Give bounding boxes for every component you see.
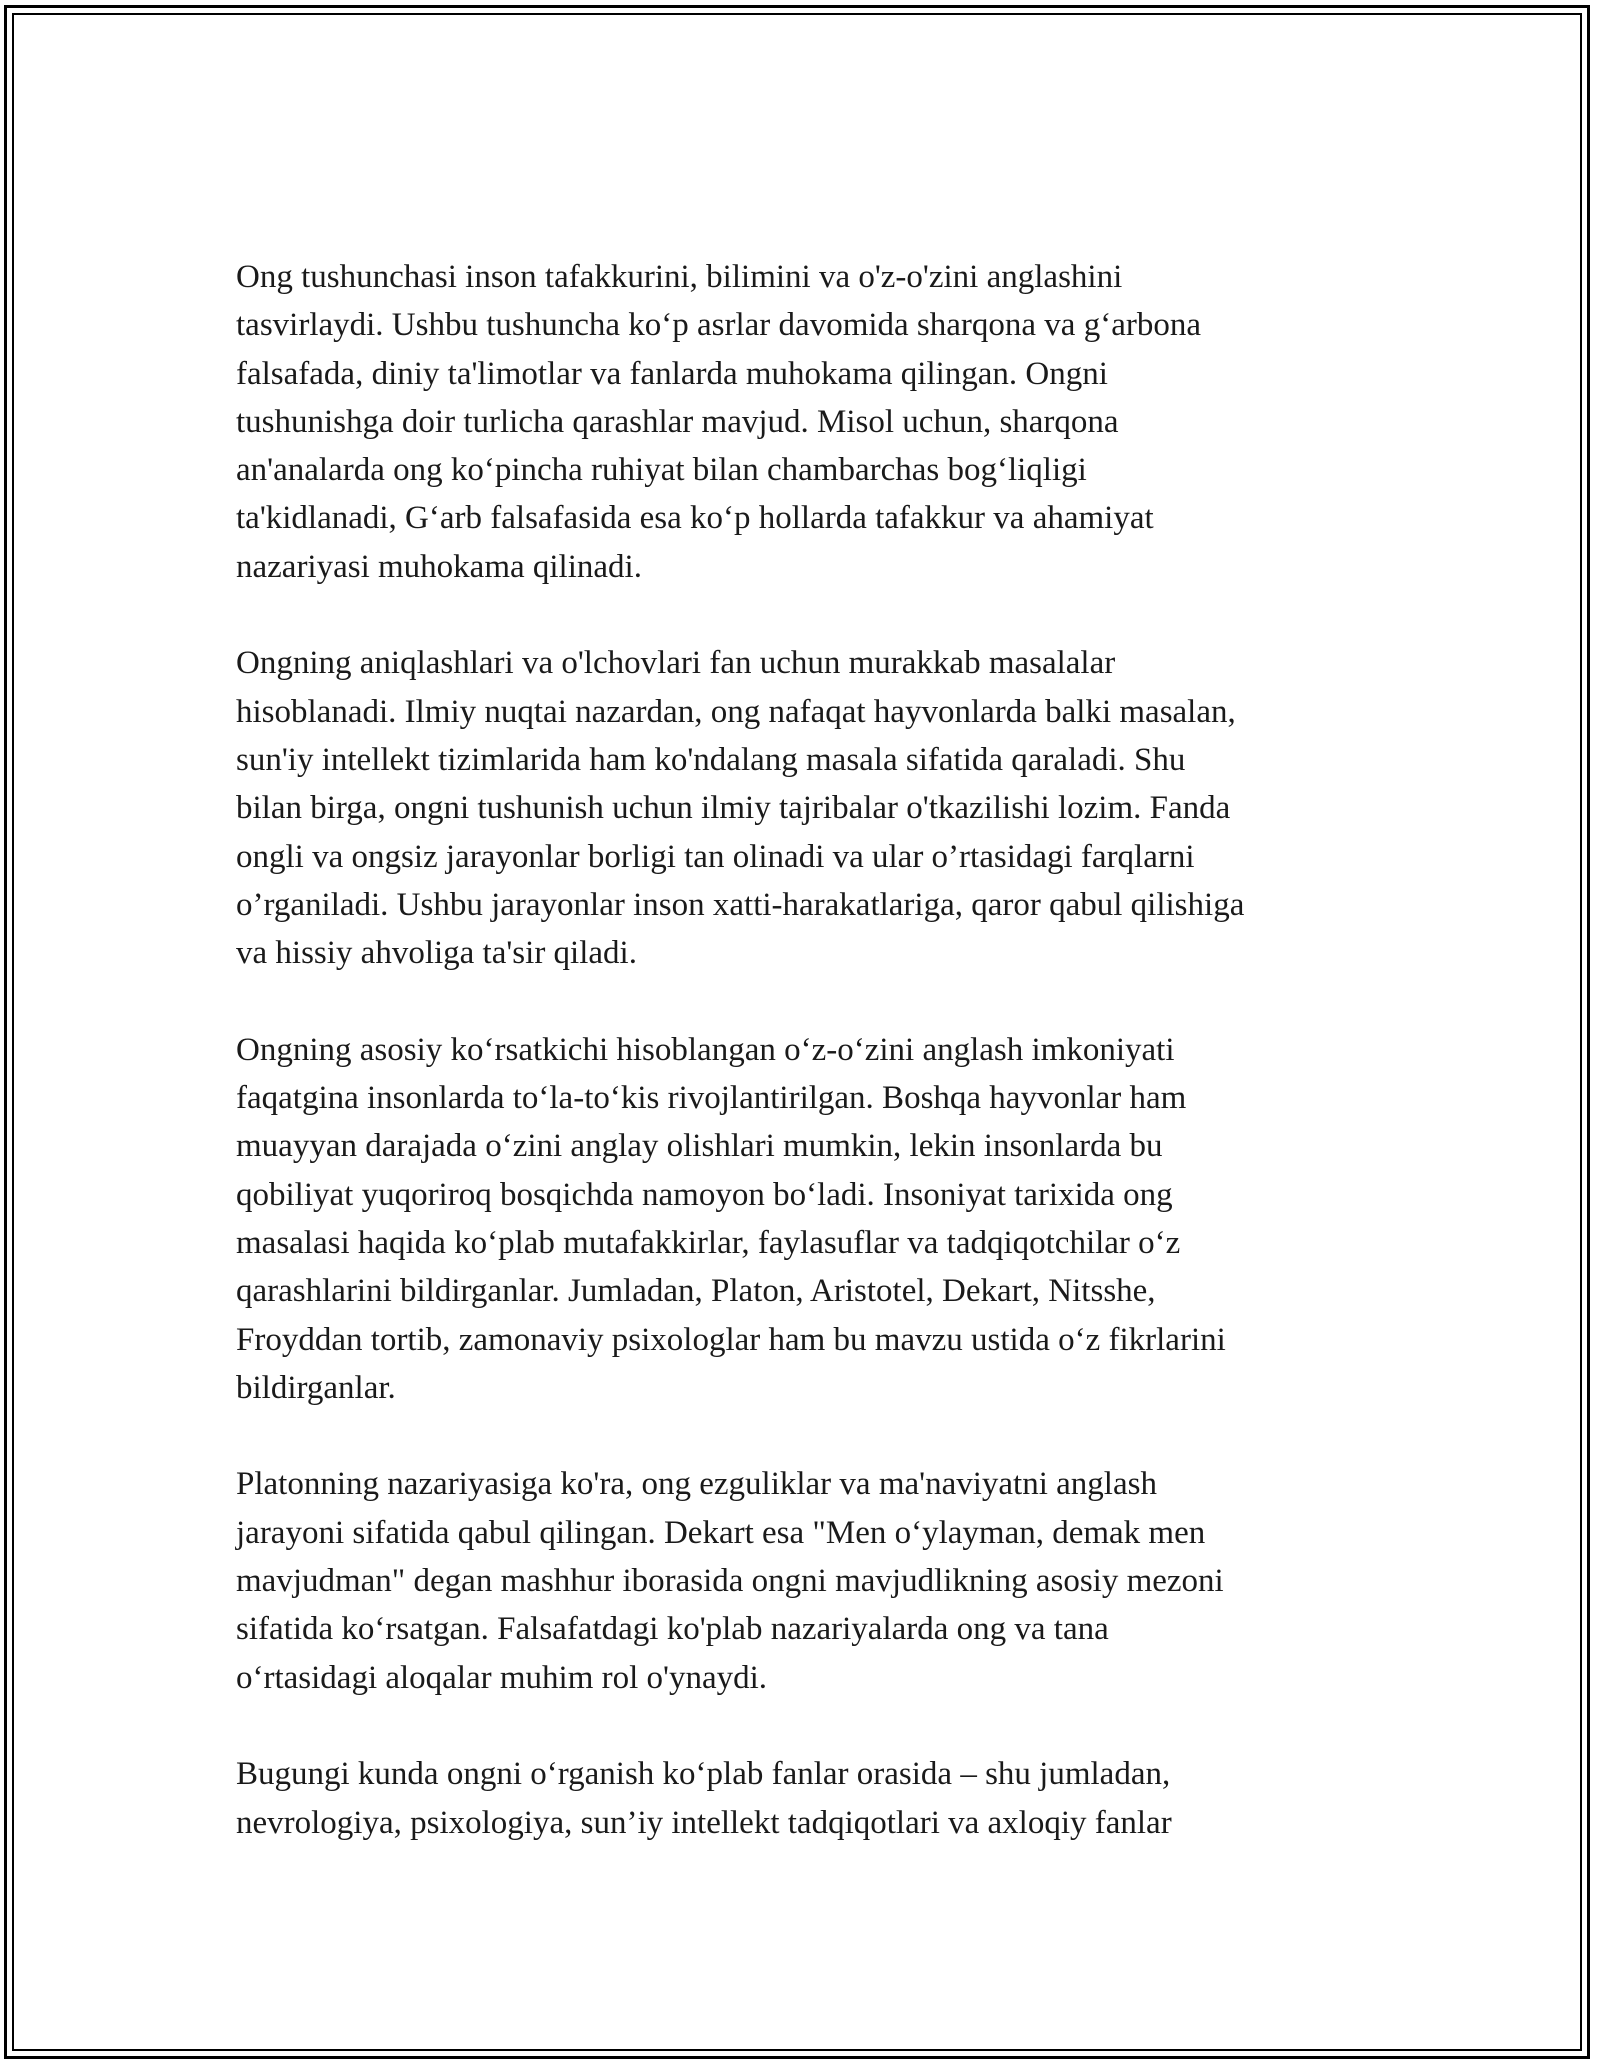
text-line: sun'iy intellekt tizimlarida ham ko'ndalang masala sifatida qaraladi. Shu bbox=[236, 741, 1186, 778]
text-line: ongli va ongsiz jarayonlar borligi tan olinadi va ular o’rtasidagi farqlarni bbox=[236, 838, 1195, 875]
paragraph bbox=[236, 1460, 1376, 1701]
text-line: tushunishga doir turlicha qarashlar mavjud. Misol uchun, sharqona bbox=[236, 403, 1119, 440]
text-line: faqatgina insonlarda to‘la-to‘kis rivojlantirilgan. Boshqa hayvonlar ham bbox=[236, 1080, 1187, 1117]
paragraph bbox=[236, 1750, 1376, 1847]
text-line: muayyan darajada o‘zini anglay olishlari mumkin, lekin insonlarda bu bbox=[236, 1128, 1163, 1165]
text-line: nevrologiya, psixologiya, sun’iy intellekt tadqiqotlari va axloqiy fanlar bbox=[236, 1804, 1172, 1841]
text-line: va hissiy ahvoliga ta'sir qiladi. bbox=[236, 935, 637, 972]
text-line: Ongning aniqlashlari va o'lchovlari fan uchun murakkab masalalar bbox=[236, 645, 1116, 682]
paragraph bbox=[236, 1026, 1376, 1412]
text-line: Bugungi kunda ongni o‘rganish ko‘plab fanlar orasida – shu jumladan, bbox=[236, 1756, 1171, 1793]
text-line: tasvirlaydi. Ushbu tushuncha ko‘p asrlar davomida sharqona va g‘arbona bbox=[236, 307, 1201, 344]
text-line: an'analarda ong ko‘pincha ruhiyat bilan chambarchas bog‘liqligi bbox=[236, 452, 1087, 489]
text-line: ta'kidlanadi, G‘arb falsafasida esa ko‘p hollarda tafakkur va ahamiyat bbox=[236, 500, 1154, 537]
document-body bbox=[236, 253, 1376, 1847]
text-line: o’rganiladi. Ushbu jarayonlar inson xatti-harakatlariga, qaror qabul qilishiga bbox=[236, 886, 1245, 923]
text-line: hisoblanadi. Ilmiy nuqtai nazardan, ong nafaqat hayvonlarda balki masalan, bbox=[236, 693, 1236, 730]
paragraph bbox=[236, 639, 1376, 977]
paragraph bbox=[236, 253, 1376, 591]
text-line: qarashlarini bildirganlar. Jumladan, Platon, Aristotel, Dekart, Nitsshe, bbox=[236, 1273, 1156, 1310]
text-line: o‘rtasidagi aloqalar muhim rol o'ynaydi. bbox=[236, 1659, 768, 1696]
text-line: jarayoni sifatida qabul qilingan. Dekart esa "Men o‘ylayman, demak men bbox=[236, 1514, 1206, 1551]
text-line: bilan birga, ongni tushunish uchun ilmiy tajribalar o'tkazilishi lozim. Fanda bbox=[236, 790, 1231, 827]
text-line: Ong tushunchasi inson tafakkurini, bilimini va o'z-o'zini anglashini bbox=[236, 259, 1123, 295]
text-line: qobiliyat yuqoriroq bosqichda namoyon bo‘ladi. Insoniyat tarixida ong bbox=[236, 1176, 1173, 1213]
text-line: sifatida ko‘rsatgan. Falsafatdagi ko'plab nazariyalarda ong va tana bbox=[236, 1611, 1109, 1648]
text-line: Froyddan tortib, zamonaviy psixologlar ham bu mavzu ustida o‘z fikrlarini bbox=[236, 1321, 1226, 1358]
text-line: Ongning asosiy ko‘rsatkichi hisoblangan o‘z-o‘zini anglash imkoniyati bbox=[236, 1031, 1175, 1068]
text-line: falsafada, diniy ta'limotlar va fanlarda muhokama qilingan. Ongni bbox=[236, 355, 1108, 392]
text-line: bildirganlar. bbox=[236, 1369, 396, 1406]
text-line: nazariyasi muhokama qilinadi. bbox=[236, 548, 642, 585]
text-line: mavjudman" degan mashhur iborasida ongni mavjudlikning asosiy mezoni bbox=[236, 1563, 1224, 1600]
text-line: Platonning nazariyasiga ko'ra, ong ezguliklar va ma'naviyatni anglash bbox=[236, 1466, 1157, 1503]
text-line: masalasi haqida ko‘plab mutafakkirlar, faylasuflar va tadqiqotchilar o‘z bbox=[236, 1224, 1181, 1261]
